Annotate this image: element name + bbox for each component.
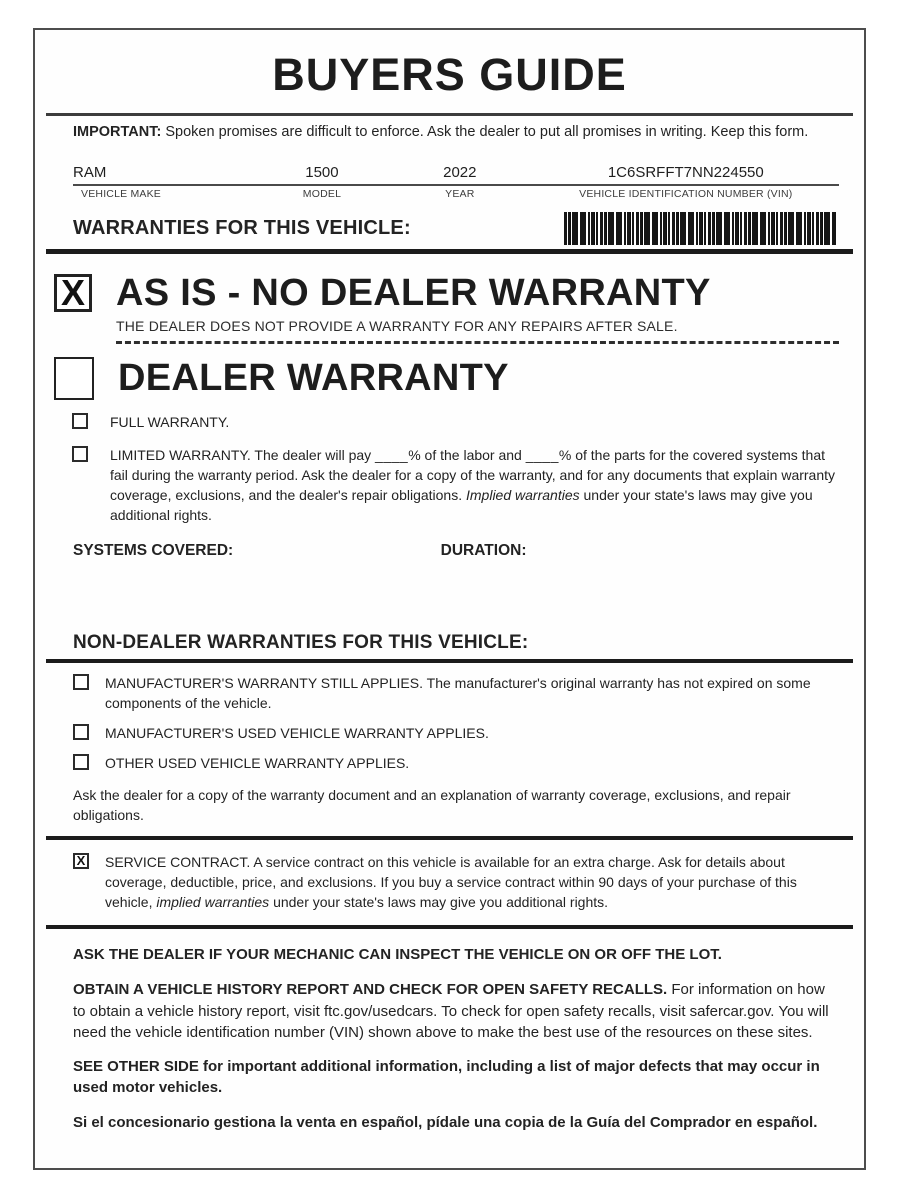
see-other-side-notice: SEE OTHER SIDE for important additional information, including a list of major defects that may occur in used motor vehicles.	[73, 1058, 820, 1097]
service-contract-seg1: SERVICE CONTRACT. A service contract on this vehicle is available for an extra charge. Ask for details about coverage, deductible, price, and exclusions. If you buy a service contract within 90 days of your purchase of this vehicle,	[105, 853, 797, 910]
vehicle-history-text: For information on how to obtain a vehicle history report, visit ftc.gov/usedcars. To check for open safety recalls, visit safercar.gov. You will need the vehicle identification number (VIN) shown above to make the best use of the resources on these sites.	[73, 981, 829, 1041]
parts-percent-blank: ____	[525, 446, 559, 463]
non-dealer-heading: NON-DEALER WARRANTIES FOR THIS VEHICLE:	[73, 631, 529, 653]
warranties-header	[73, 212, 839, 245]
limited-warranty-seg2: % of the labor and	[408, 446, 526, 463]
header-divider	[46, 113, 853, 116]
service-contract-text	[105, 852, 839, 912]
warranty-document-note: Ask the dealer for a copy of the warranty document and an explanation of warranty coverage, exclusions, and repair obligations.	[73, 786, 791, 823]
vehicle-model-value: 1500	[305, 164, 339, 182]
vehicle-history-notice	[73, 979, 839, 1043]
vehicle-vin-label: VEHICLE IDENTIFICATION NUMBER (VIN)	[579, 188, 793, 201]
vehicle-info	[73, 164, 839, 201]
limited-warranty-seg1: LIMITED WARRANTY. The dealer will pay	[110, 446, 376, 463]
service-contract-seg2: under your state's laws may give you additional rights.	[269, 893, 609, 910]
page-title: BUYERS GUIDE	[272, 49, 627, 100]
vehicle-vin-value: 1C6SRFFT7NN224550	[607, 164, 764, 182]
service-contract-checkmark: X	[76, 853, 86, 869]
as-is-checkmark: X	[60, 272, 85, 314]
implied-warranties-emphasis-2: implied warranties	[156, 893, 270, 910]
service-contract-item	[73, 852, 839, 912]
dealer-warranty-title: DEALER WARRANTY	[118, 356, 509, 399]
vehicle-make-label: VEHICLE MAKE	[81, 188, 162, 201]
systems-duration-row	[73, 542, 839, 560]
full-warranty-label: FULL WARRANTY.	[110, 413, 230, 430]
warranties-heading: WARRANTIES FOR THIS VEHICLE:	[73, 216, 411, 239]
implied-warranties-emphasis: Implied warranties	[466, 486, 580, 503]
limited-warranty-checkbox[interactable]	[72, 446, 88, 462]
spanish-notice: Si el concesionario gestiona la venta en español, pídale una copia de la Guía del Comprador en español.	[73, 1113, 818, 1131]
service-contract-top-divider	[46, 836, 853, 840]
full-warranty-item	[72, 412, 839, 432]
vehicle-history-lead: OBTAIN A VEHICLE HISTORY REPORT AND CHECK FOR OPEN SAFETY RECALLS.	[73, 981, 668, 999]
full-warranty-checkbox[interactable]	[72, 413, 88, 429]
vehicle-labels-row	[73, 186, 839, 202]
service-contract-bottom-divider	[46, 925, 853, 929]
non-dealer-divider	[46, 659, 853, 663]
limited-warranty-item	[72, 445, 839, 525]
duration-label: DURATION:	[440, 541, 527, 559]
systems-covered-blank-area	[46, 560, 853, 632]
limited-warranty-text	[110, 445, 839, 525]
as-is-title: AS IS - NO DEALER WARRANTY	[116, 271, 711, 314]
other-used-warranty-checkbox[interactable]	[73, 754, 89, 770]
manufacturer-warranty-item	[73, 673, 839, 713]
important-label: IMPORTANT:	[73, 124, 162, 140]
vin-barcode	[564, 212, 836, 245]
vehicle-year-value: 2022	[443, 164, 477, 182]
limited-warranty-seg3: % of the parts for the covered systems that fail during the warranty period. Ask the dealer for a copy of the warranty, and for any documents that explain warranty coverage, exclusions, and the dealer's repair obligations.	[110, 446, 836, 503]
vehicle-make-value: RAM	[73, 164, 107, 182]
buyers-guide-form	[33, 28, 866, 1170]
dealer-warranty-checkbox[interactable]	[54, 357, 94, 400]
other-used-warranty-text: OTHER USED VEHICLE WARRANTY APPLIES.	[105, 754, 410, 771]
labor-percent-blank: ____	[375, 446, 409, 463]
other-used-warranty-item	[73, 753, 839, 773]
manufacturer-used-warranty-item	[73, 723, 839, 743]
as-is-subtitle: THE DEALER DOES NOT PROVIDE A WARRANTY FOR ANY REPAIRS AFTER SALE.	[116, 317, 678, 334]
mechanic-inspect-notice: ASK THE DEALER IF YOUR MECHANIC CAN INSPECT THE VEHICLE ON OR OFF THE LOT.	[73, 945, 722, 963]
service-contract-checkbox[interactable]	[73, 853, 89, 869]
manufacturer-warranty-text: MANUFACTURER'S WARRANTY STILL APPLIES. The manufacturer's original warranty has not expired on some components of the vehicle.	[105, 674, 811, 711]
manufacturer-used-warranty-checkbox[interactable]	[73, 724, 89, 740]
manufacturer-warranty-checkbox[interactable]	[73, 674, 89, 690]
limited-warranty-seg4: under your state's laws may give you additional rights.	[110, 486, 813, 523]
vehicle-model-label: MODEL	[302, 188, 342, 201]
systems-covered-label: SYSTEMS COVERED:	[73, 541, 234, 559]
dealer-warranty-section	[54, 357, 839, 400]
important-text: Spoken promises are difficult to enforce. Ask the dealer to put all promises in writing. Keep this form.	[161, 124, 809, 140]
warranties-divider	[46, 249, 853, 254]
important-notice	[73, 122, 839, 142]
vehicle-values-row	[73, 164, 839, 186]
dashed-separator	[116, 341, 839, 344]
as-is-checkbox[interactable]	[54, 274, 92, 312]
as-is-section	[54, 272, 839, 315]
vehicle-year-label: YEAR	[445, 188, 475, 201]
manufacturer-used-warranty-text: MANUFACTURER'S USED VEHICLE WARRANTY APPLIES.	[105, 724, 489, 741]
